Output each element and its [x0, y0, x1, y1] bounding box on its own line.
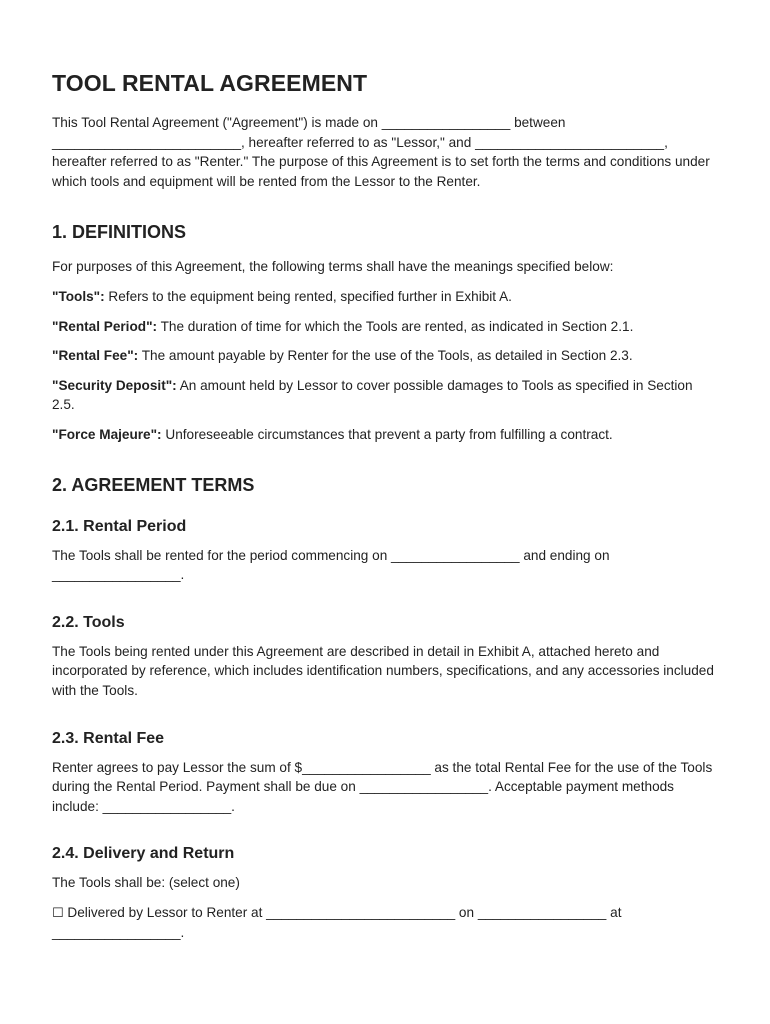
- rental-fee-heading: 2.3. Rental Fee: [52, 729, 165, 747]
- definition-security-deposit: [52, 376, 718, 415]
- delivery-option-text: Delivered by Lessor to Renter at _________________________ on _________________ at _________________.: [52, 904, 622, 941]
- definition-text: An amount held by Lessor to cover possible damages to Tools as specified in Section 2.5.: [52, 377, 693, 413]
- definition-term: "Tools":: [52, 288, 105, 304]
- checkbox-icon[interactable]: ☐: [52, 905, 64, 921]
- intro-paragraph: This Tool Rental Agreement ("Agreement") is made on _________________ between _________________________, hereafter referred to as "Lessor," and _________________________, hereafter referred to as "Renter." The purpose of this Agreement is to set forth the terms and conditions under which tools and equipment will be rented from the Lessor to the Renter.: [52, 115, 710, 189]
- definition-text: The duration of time for which the Tools are rented, as indicated in Section 2.1.: [157, 318, 634, 334]
- rental-period-heading: 2.1. Rental Period: [52, 517, 187, 535]
- agreement-terms-heading: 2. AGREEMENT TERMS: [52, 474, 255, 495]
- definition-term: "Security Deposit":: [52, 377, 177, 393]
- definitions-lead: For purposes of this Agreement, the following terms shall have the meanings specified below:: [52, 259, 614, 275]
- definition-term: "Force Majeure":: [52, 426, 162, 442]
- definition-text: Unforeseeable circumstances that prevent a party from fulfilling a contract.: [161, 426, 613, 442]
- rental-period-text: The Tools shall be rented for the period commencing on _________________ and ending on _________________.: [52, 547, 610, 583]
- tools-text: The Tools being rented under this Agreement are described in detail in Exhibit A, attached hereto and incorporated by reference, which includes identification numbers, specifications, and any accessories included with the Tools.: [52, 643, 714, 698]
- definition-text: Refers to the equipment being rented, specified further in Exhibit A.: [104, 288, 512, 304]
- tools-heading: 2.2. Tools: [52, 613, 125, 631]
- definition-text: The amount payable by Renter for the use of the Tools, as detailed in Section 2.3.: [138, 348, 633, 364]
- delivery-option: [52, 903, 718, 943]
- definition-term: "Rental Period":: [52, 318, 158, 334]
- definitions-heading: 1. DEFINITIONS: [52, 222, 187, 243]
- delivery-lead: The Tools shall be: (select one): [52, 875, 240, 891]
- definition-rental-period: [52, 317, 718, 337]
- document-title: TOOL RENTAL AGREEMENT: [52, 70, 368, 96]
- definition-term: "Rental Fee":: [52, 348, 139, 364]
- definition-force-majeure: [52, 425, 718, 445]
- delivery-return-heading: 2.4. Delivery and Return: [52, 845, 235, 863]
- definition-rental-fee: [52, 346, 718, 366]
- rental-fee-text: Renter agrees to pay Lessor the sum of $_________________ as the total Rental Fee for the use of the Tools during the Rental Period. Payment shall be due on _________________. Acceptable payment methods include: _________________.: [52, 759, 713, 814]
- definition-tools: [52, 287, 718, 307]
